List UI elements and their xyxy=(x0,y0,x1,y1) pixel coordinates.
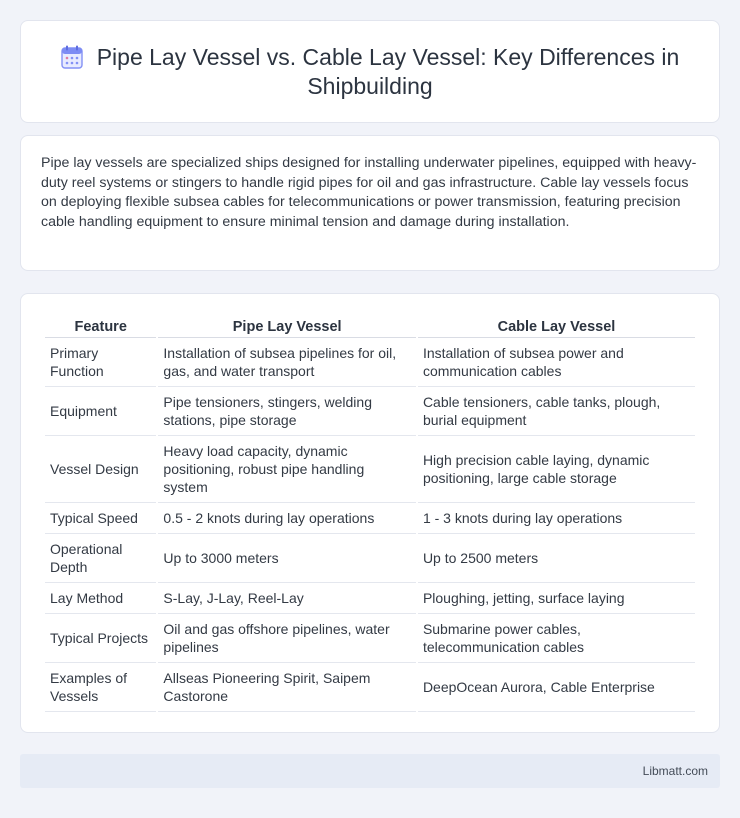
header-feature: Feature xyxy=(45,314,156,338)
row-cable-value: Installation of subsea power and communication cables xyxy=(418,338,695,387)
row-feature: Lay Method xyxy=(45,583,156,614)
table-header-row xyxy=(45,314,695,338)
row-pipe-value: Up to 3000 meters xyxy=(158,534,416,583)
row-pipe-value: 0.5 - 2 knots during lay operations xyxy=(158,503,416,534)
table-row xyxy=(45,503,695,534)
page-title xyxy=(61,44,680,99)
table-row xyxy=(45,534,695,583)
row-feature: Primary Function xyxy=(45,338,156,387)
comparison-card xyxy=(20,293,720,733)
comparison-table xyxy=(43,314,697,712)
intro-paragraph: Pipe lay vessels are specialized ships designed for installing underwater pipelines, equipped with heavy-duty reel systems or stingers to handle rigid pipes for oil and gas infrastructure. Cable lay vessels focus on deploying flexible subsea cables for telecommunications or power transmission, featuring precision cable handling equipment to ensure minimal tension and damage during installation. xyxy=(41,155,697,230)
row-cable-value: Submarine power cables, telecommunication cables xyxy=(418,614,695,663)
footer xyxy=(20,754,720,788)
row-feature: Vessel Design xyxy=(45,436,156,503)
row-cable-value: High precision cable laying, dynamic positioning, large cable storage xyxy=(418,436,695,503)
table-row xyxy=(45,338,695,387)
row-pipe-value: S-Lay, J-Lay, Reel-Lay xyxy=(158,583,416,614)
header-cable-lay-vessel: Cable Lay Vessel xyxy=(418,314,695,338)
table-row xyxy=(45,436,695,503)
row-cable-value: 1 - 3 knots during lay operations xyxy=(418,503,695,534)
row-cable-value: DeepOcean Aurora, Cable Enterprise xyxy=(418,663,695,712)
table-row xyxy=(45,614,695,663)
header-pipe-lay-vessel: Pipe Lay Vessel xyxy=(158,314,416,338)
row-feature: Examples of Vessels xyxy=(45,663,156,712)
table-row xyxy=(45,583,695,614)
table-row xyxy=(45,663,695,712)
row-feature: Operational Depth xyxy=(45,534,156,583)
table-row xyxy=(45,387,695,436)
row-feature: Typical Projects xyxy=(45,614,156,663)
row-pipe-value: Installation of subsea pipelines for oil, gas, and water transport xyxy=(158,338,416,387)
calendar-icon xyxy=(61,45,83,69)
row-pipe-value: Heavy load capacity, dynamic positioning, robust pipe handling system xyxy=(158,436,416,503)
row-feature: Typical Speed xyxy=(45,503,156,534)
page-title-text: Pipe Lay Vessel vs. Cable Lay Vessel: Key Differences in Shipbuilding xyxy=(96,43,680,99)
row-feature: Equipment xyxy=(45,387,156,436)
title-wrap xyxy=(45,43,695,101)
row-cable-value: Cable tensioners, cable tanks, plough, burial equipment xyxy=(418,387,695,436)
row-pipe-value: Allseas Pioneering Spirit, Saipem Castorone xyxy=(158,663,416,712)
row-cable-value: Up to 2500 meters xyxy=(418,534,695,583)
intro-card xyxy=(20,135,720,271)
title-card xyxy=(20,20,720,123)
footer-brand[interactable]: Libmatt.com xyxy=(642,764,708,778)
row-cable-value: Ploughing, jetting, surface laying xyxy=(418,583,695,614)
row-pipe-value: Oil and gas offshore pipelines, water pipelines xyxy=(158,614,416,663)
row-pipe-value: Pipe tensioners, stingers, welding stations, pipe storage xyxy=(158,387,416,436)
